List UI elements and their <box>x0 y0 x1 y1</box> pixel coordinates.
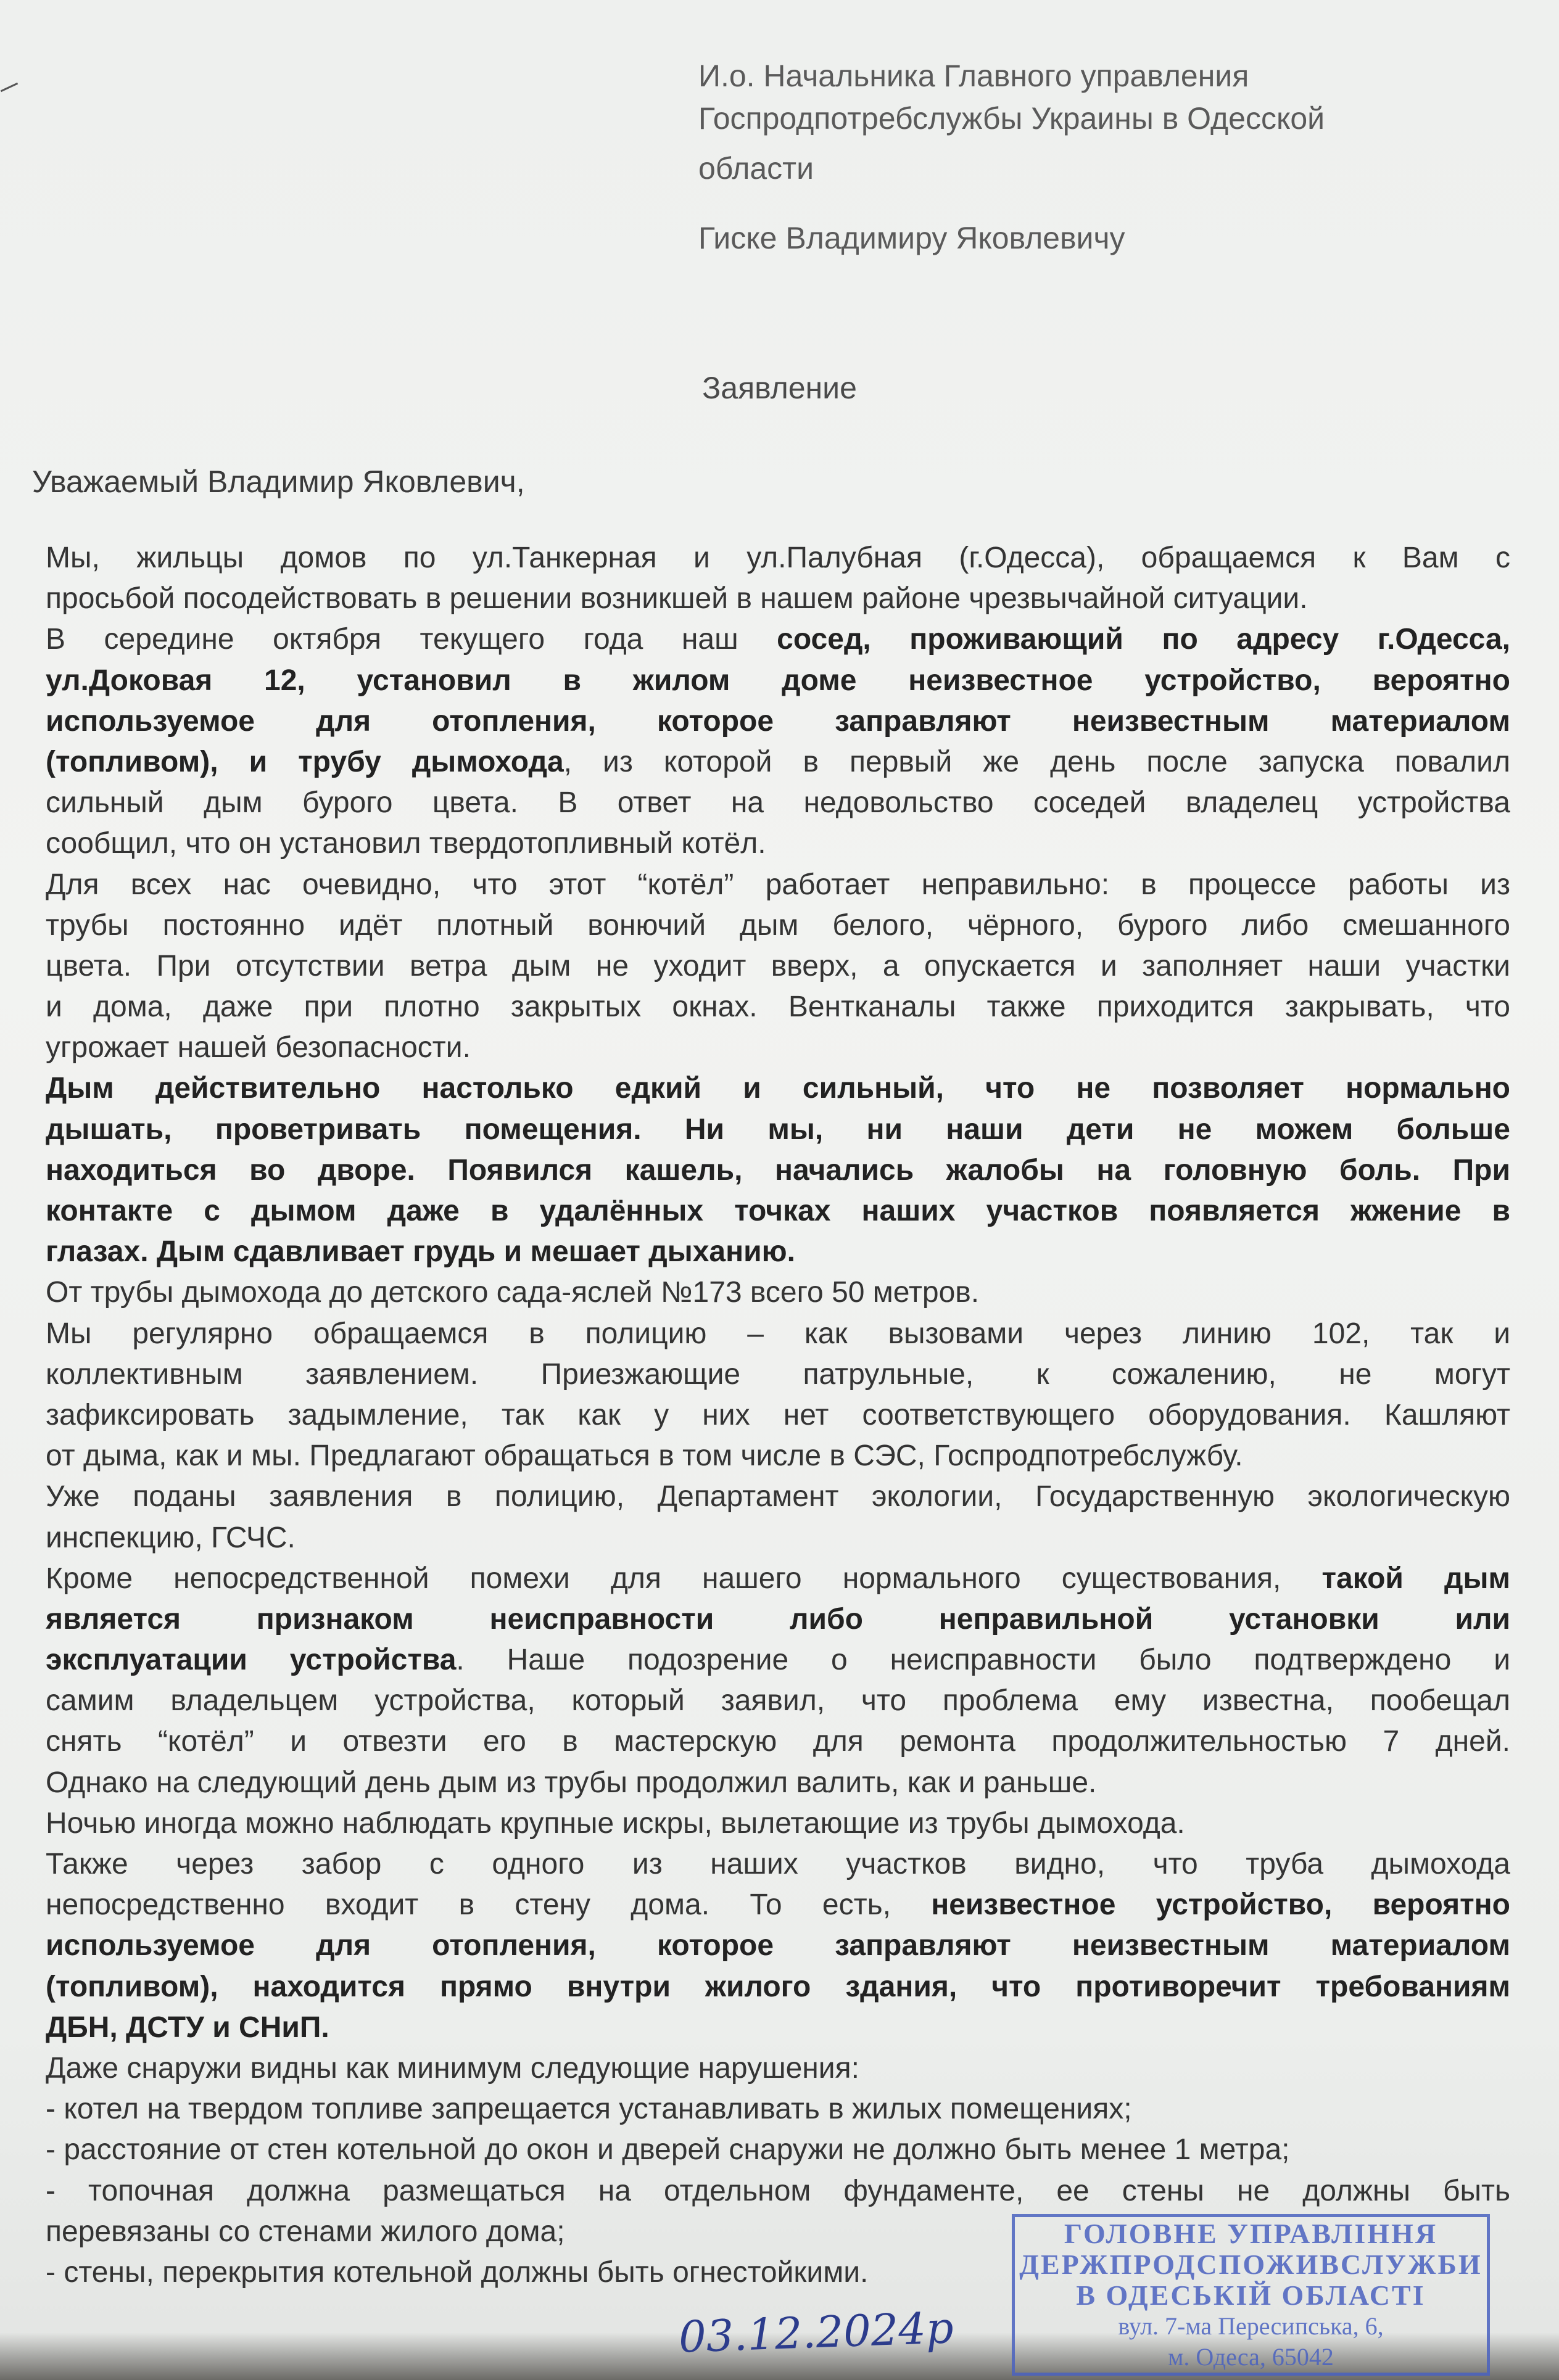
text-line <box>46 1518 1510 1559</box>
text: - котел на твердом топливе запрещается устанавливать в жилых помещениях; <box>46 2093 1132 2126</box>
text: От трубы дымохода до детского сада-яслей №173 всего 50 метров. <box>46 1276 980 1309</box>
bold-text: сосед, проживающий по адресу г.Одесса, <box>777 623 1510 656</box>
text-line <box>46 2089 1510 2130</box>
bold-text: контакте с дымом даже в удалённых точках наших участков появляется жжение в <box>46 1195 1510 1227</box>
text: Для всех нас очевидно, что этот “котёл” работает неправильно: в процессе работы из <box>46 868 1510 901</box>
text: снять “котёл” и отвезти его в мастерскую для ремонта продолжительностью 7 дней. <box>46 1725 1510 1758</box>
text: непосредственно входит в стену дома. То есть, <box>46 1888 932 1922</box>
text-line <box>46 1191 1510 1232</box>
bold-text: используемое для отопления, которое заправляют неизвестным материалом <box>46 1929 1510 1962</box>
text: Даже снаружи видны как минимум следующие нарушения: <box>46 2051 859 2085</box>
text-line <box>46 1885 1510 1925</box>
text: Ночью иногда можно наблюдать крупные искры, вылетающие из трубы дымохода. <box>46 1806 1185 1840</box>
text: , из которой в первый же день после запуска повалил <box>563 745 1511 778</box>
bold-text: ул.Доковая 12, установил в жилом доме неизвестное устройство, вероятно <box>46 664 1510 697</box>
text-line <box>46 742 1510 783</box>
bold-text: дышать, проветривать помещения. Ни мы, ни наши дети не можем больше <box>46 1113 1510 1146</box>
bold-text: Дым действительно настолько едкий и сильный, что не позволяет нормально <box>46 1072 1510 1105</box>
text-line <box>46 579 1510 619</box>
bold-text: эксплуатации устройства <box>46 1644 457 1677</box>
stamp-line: ГОЛОВНЕ УПРАВЛІННЯ <box>1064 2218 1438 2249</box>
stamp-line: м. Одеса, 65042 <box>1168 2343 1334 2371</box>
text: угрожает нашей безопасности. <box>46 1031 471 1064</box>
text: цвета. При отсутствии ветра дым не уходит вверх, а опускается и заполняет наши участки <box>46 949 1510 982</box>
text-line <box>46 1232 1510 1272</box>
bold-text: (топливом), находится прямо внутри жилого здания, что противоречит требованиям <box>46 1970 1510 2003</box>
text-line <box>46 1640 1510 1681</box>
text-line <box>46 1763 1510 1803</box>
bold-text: находиться во дворе. Появился кашель, начались жалобы на головную боль. При <box>46 1153 1510 1187</box>
text-line <box>46 701 1510 742</box>
text-line <box>46 987 1510 1027</box>
text-line <box>46 1476 1510 1517</box>
text-line <box>46 1559 1510 1599</box>
bold-text: ДБН, ДСТУ и СНиП. <box>46 2011 329 2044</box>
text: просьбой посодействовать в решении возникшей в нашем районе чрезвычайной ситуации. <box>46 582 1308 616</box>
text: от дыма, как и мы. Предлагают обращаться в том числе в СЭС, Госпродпотребслужбу. <box>46 1439 1243 1473</box>
text: Мы, жильцы домов по ул.Танкерная и ул.Палубная (г.Одесса), обращаемся к Вам с <box>46 541 1510 574</box>
addressee-name: Гиске Владимиру Яковлевичу <box>698 221 1125 255</box>
text-line <box>46 2048 1510 2089</box>
text-line <box>46 1844 1510 1885</box>
handwritten-date: 03.12.2024р <box>677 2302 954 2363</box>
pen-mark <box>1 83 18 92</box>
text-line <box>46 1599 1510 1640</box>
text-line <box>46 905 1510 946</box>
text-line <box>46 661 1510 701</box>
bold-text: используемое для отопления, которое заправляют неизвестным материалом <box>46 704 1510 738</box>
text-line <box>46 2130 1510 2170</box>
text-line <box>46 865 1510 905</box>
text: самим владельцем устройства, который заявил, что проблема ему известна, пообещал <box>46 1684 1510 1718</box>
text-line <box>46 1395 1510 1436</box>
bold-text: глазах. Дым сдавливает грудь и мешает дыханию. <box>46 1235 795 1269</box>
addressee-line: области <box>698 151 814 186</box>
text: сильный дым бурого цвета. В ответ на недовольство соседей владелец устройства <box>46 786 1510 820</box>
bold-text: такой дым <box>1321 1562 1510 1595</box>
text-line <box>46 1314 1510 1354</box>
bold-text: является признаком неисправности либо неправильной установки или <box>46 1602 1510 1636</box>
text: Уже поданы заявления в полицию, Департамент экологии, Государственную экологическую <box>46 1480 1510 1513</box>
text: перевязаны со стенами жилого дома; <box>46 2215 565 2248</box>
stamp-line: В ОДЕСЬКІЙ ОБЛАСТІ <box>1076 2279 1426 2311</box>
text: Однако на следующий день дым из трубы продолжил валить, как и раньше. <box>46 1766 1097 1799</box>
text: Также через забор с одного из наших участков видно, что труба дымохода <box>46 1848 1510 1880</box>
text-line <box>46 1068 1510 1109</box>
bold-text: (топливом), и трубу дымохода <box>46 745 564 778</box>
stamp-line: ДЕРЖПРОДСПОЖИВСЛУЖБИ <box>1019 2249 1482 2280</box>
text-line <box>46 1803 1510 1844</box>
text-line <box>46 2007 1510 2048</box>
text-line <box>46 619 1510 660</box>
text-line <box>46 1436 1510 1476</box>
text: сообщил, что он установил твердотопливный котёл. <box>46 827 766 860</box>
text-line <box>46 1027 1510 1068</box>
text: коллективным заявлением. Приезжающие патрульные, к сожалению, не могут <box>46 1357 1510 1391</box>
text-line <box>46 823 1510 864</box>
letter-body <box>46 538 1510 2293</box>
bold-text: неизвестное устройство, вероятно <box>931 1888 1510 1922</box>
text-line <box>46 1150 1510 1191</box>
addressee-line: Госпродпотребслужбы Украины в Одесской <box>698 101 1325 136</box>
text-line <box>46 2171 1510 2212</box>
text: инспекцию, ГСЧС. <box>46 1521 296 1554</box>
document-title: Заявление <box>702 371 857 405</box>
text: - расстояние от стен котельной до окон и дверей снаружи не должно быть менее 1 метра; <box>46 2133 1290 2167</box>
text-line <box>46 783 1510 823</box>
text: трубы постоянно идёт плотный вонючий дым белого, чёрного, бурого либо смешанного <box>46 908 1510 942</box>
text: зафиксировать задымление, так как у них нет соответствующего оборудования. Кашляют <box>46 1398 1510 1431</box>
text-line <box>46 538 1510 579</box>
text: Кроме непосредственной помехи для нашего нормального существования, <box>46 1562 1322 1595</box>
greeting: Уважаемый Владимир Яковлевич, <box>32 464 525 499</box>
text: - стены, перекрытия котельной должны быть огнестойкими. <box>46 2255 869 2289</box>
text-line <box>46 1967 1510 2007</box>
text: Мы регулярно обращаемся в полицию – как вызовами через линию 102, так и <box>46 1317 1510 1350</box>
addressee-line: И.о. Начальника Главного управления <box>698 59 1249 93</box>
text: и дома, даже при плотно закрытых окнах. Вентканалы также приходится закрывать, что <box>46 990 1510 1024</box>
received-stamp <box>1012 2214 1490 2376</box>
text: . Наше подозрение о неисправности было подтверждено и <box>456 1644 1511 1677</box>
text-line <box>46 946 1510 987</box>
text-line <box>46 1925 1510 1966</box>
text-line <box>46 1721 1510 1762</box>
text-line <box>46 1110 1510 1150</box>
text: - топочная должна размещаться на отдельном фундаменте, ее стены не должны быть <box>46 2174 1510 2207</box>
text: В середине октября текущего года наш <box>46 623 777 656</box>
stamp-line: вул. 7-ма Пересипська, 6, <box>1118 2312 1384 2340</box>
text-line <box>46 1354 1510 1395</box>
text-line <box>46 1681 1510 1721</box>
text-line <box>46 1272 1510 1313</box>
